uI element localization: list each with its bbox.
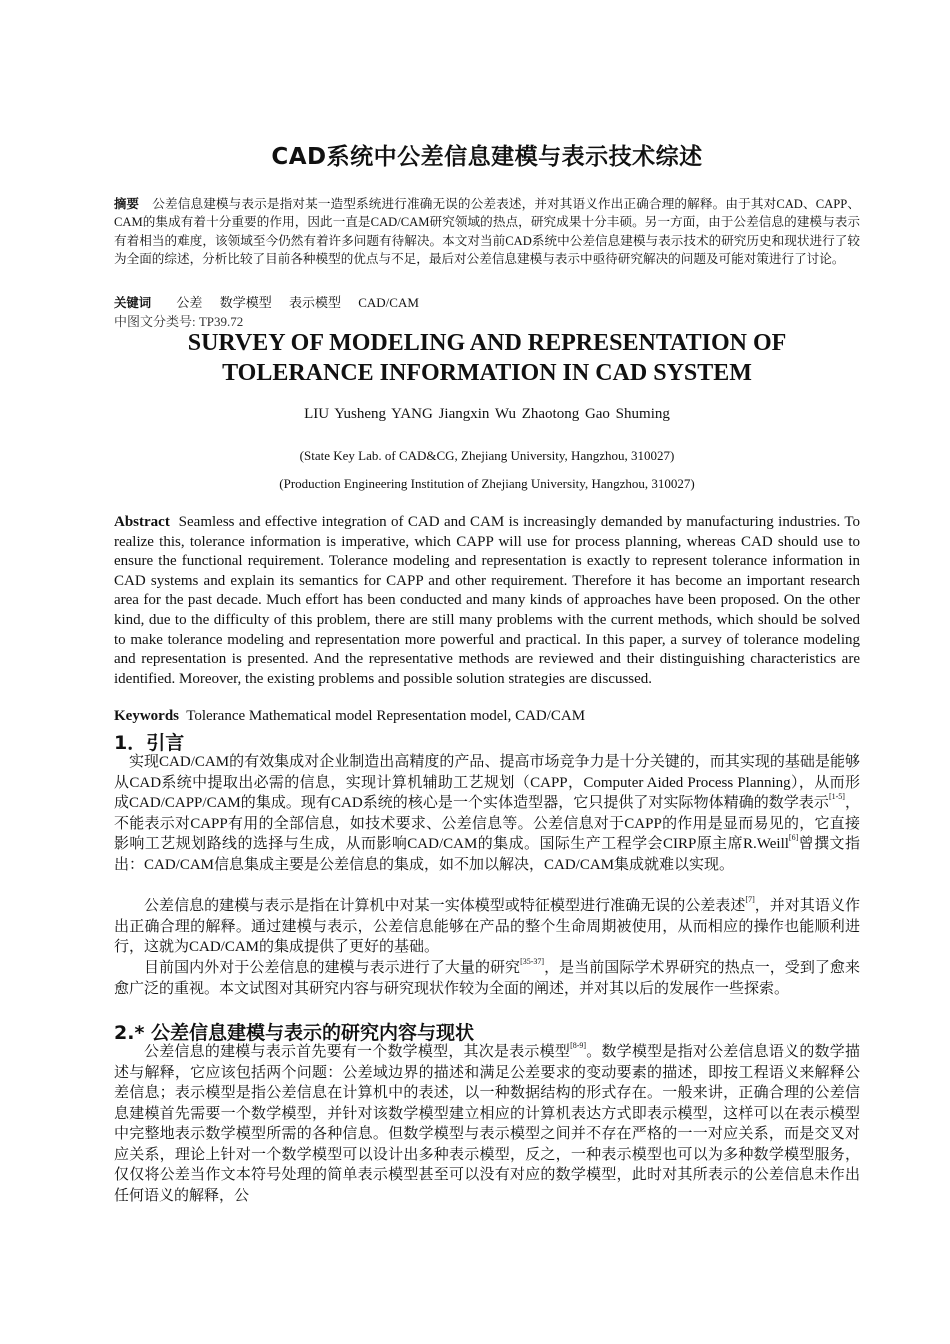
section-1-heading: 1．引言 bbox=[114, 732, 185, 754]
citation: [35-37] bbox=[520, 957, 545, 966]
english-keywords-text: Tolerance Mathematical model Representation model, CAD/CAM bbox=[186, 708, 586, 724]
citation: [6] bbox=[788, 833, 799, 842]
english-abstract-text: Seamless and effective integration of CAD and CAM is increasingly demanded by manufacturing industries. To realize this, tolerance information is imperative, which CAPP will use for process planning, whereas CAD should use to ensure the functional requirement. Tolerance modeling and representation is exactly to represent tolerance information in CAD systems and explain its semantics for CAPP and other requirement. Therefore it has become an important research area for the past decade. Much effort has been conducted and many kinds of approaches have been proposed. On the other kind, due to the difficulty of this problem, there are still many problems with the current methods, which should be solved to make tolerance modeling and representation more powerful and practical. In this paper, a survey of tolerance modeling and representation is presented. And the representative methods are reviewed and their distinguishing characteristics are identified. Moreover, the existing problems and possible solution strategies are discussed. bbox=[114, 514, 860, 687]
section-1-paragraph-2: 公差信息的建模与表示是指在计算机中对某一实体模型或特征模型进行准确无误的公差表述[7]，并对其语义作出正确合理的解释。通过建模与表示，公差信息能够在产品的整个生命周期被使用，从而相应的操作也能顺利进行，这就为CAD/CAM的集成提供了更好的基础。 bbox=[114, 895, 860, 955]
english-keywords-label: Keywords bbox=[114, 708, 179, 724]
keyword: 公差 bbox=[176, 295, 203, 310]
english-abstract-label: Abstract bbox=[114, 514, 170, 530]
section-2-paragraph-1: 公差信息的建模与表示首先要有一个数学模型，其次是表示模型[8-9]。数学模型是指对公差信息语义的数学描述与解释，它应该包括两个问题：公差域边界的描述和满足公差要求的变动要素的描述，即按工程语义来解释公差信息；表示模型是指公差信息在计算机中的表述，以一种数据结构的形式存在。一般来讲，正确合理的公差信息建模首先需要一个数学模型，并针对该数学模型建立相应的计算机表达方式即表示模型，这样可以在表示模型中完整地表示数学模型所需的各种信息。但数学模型与表示模型之间并不存在严格的一一对应关系，而是交叉对应关系，理论上针对一个数学模型可以设计出多种表示模型，反之，一种表示模型也可以为多种数学模型服务，仅仅将公差当作文本符号处理的简单表示模型甚至可以没有对应的数学模型，此时对其所表示的公差信息未作出任何语义的解释，公 bbox=[114, 1041, 860, 1204]
chinese-abstract bbox=[114, 195, 860, 269]
citation: [1-5] bbox=[828, 792, 845, 801]
keyword: 数学模型 bbox=[219, 295, 272, 310]
english-keywords bbox=[114, 708, 860, 725]
affiliation-2: (Production Engineering Institution of Zhejiang University, Hangzhou, 310027) bbox=[279, 476, 695, 491]
section-1-paragraph-1: 实现CAD/CAM的有效集成对企业制造出高精度的产品、提高市场竞争力是十分关键的，而其实现的基础是能够从CAD系统中提取出必需的信息，实现计算机辅助工艺规划（CAPP，Computer Aided Process Planning），从而形成CAD/CAPP/CAM的集成。现有CAD系统的核心是一个实体造型器，它只提供了对实际物体精确的数学表示[1-5]，不能表示对CAPP有用的全部信息，如技术要求、公差信息等。公差信息对于CAPP的作用是显而易见的，它直接影响工艺规划路线的选择与生成，从而影响CAD/CAM的集成。国际生产工程学会CIRP原主席R.Weill[6]曾撰文指出：CAD/CAM信息集成主要是公差信息的集成，如不加以解决，CAD/CAM集成就难以实现。 bbox=[114, 754, 860, 873]
english-title: SURVEY OF MODELING AND REPRESENTATION OF TOLERANCE INFORMATION IN CAD SYSTEM bbox=[187, 330, 787, 386]
english-abstract bbox=[114, 513, 860, 689]
keyword: CAD/CAM bbox=[358, 295, 419, 310]
section-2-heading: 2.* 公差信息建模与表示的研究内容与现状 bbox=[114, 1022, 474, 1044]
citation: [8-9] bbox=[570, 1041, 587, 1050]
keyword: 表示模型 bbox=[288, 295, 341, 310]
chinese-abstract-label: 摘要 bbox=[114, 196, 140, 211]
chinese-keywords-label: 关键词 bbox=[114, 295, 152, 310]
affiliation-1: (State Key Lab. of CAD&CG, Zhejiang University, Hangzhou, 310027) bbox=[299, 448, 675, 463]
chinese-keywords bbox=[114, 292, 860, 311]
citation: [7] bbox=[745, 895, 755, 904]
section-1-paragraph-3: 目前国内外对于公差信息的建模与表示进行了大量的研究[35-37]，是当前国际学术界研究的热点一，受到了愈来愈广泛的重视。本文试图对其研究内容与研究现状作较为全面的阐述，并对其以后的发展作一些探索。 bbox=[114, 957, 860, 997]
chinese-abstract-text: 公差信息建模与表示是指对某一造型系统进行准确无误的公差表述，并对其语义作出正确合理的解释。由于其对CAD、CAPP、CAM的集成有着十分重要的作用，因此一直是CAD/CAM研究领域的热点，研究成果十分丰硕。另一方面，由于公差信息的建模与表示有着相当的难度，该领域至今仍然有着许多问题有待解决。本文对当前CAD系统中公差信息建模与表示技术的研究历史和现状进行了较为全面的综述，分析比较了目前各种模型的优点与不足，最后对公差信息建模与表示中亟待研究解决的问题及可能对策进行了讨论。 bbox=[114, 197, 861, 267]
chinese-title: CAD系统中公差信息建模与表示技术综述 bbox=[271, 144, 703, 170]
classification-number: 中图文分类号: TP39.72 bbox=[114, 314, 244, 329]
authors: LIU Yusheng YANG Jiangxin Wu Zhaotong Gao Shuming bbox=[304, 406, 670, 422]
